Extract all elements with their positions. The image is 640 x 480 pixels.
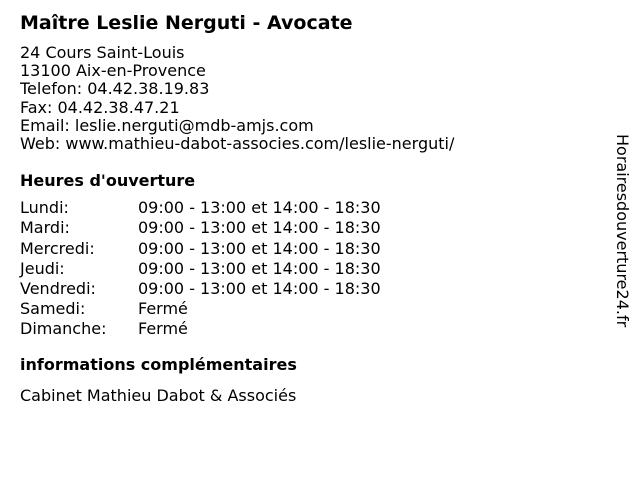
hours-row [20,319,381,339]
day-label: Dimanche: [20,319,107,339]
day-hours: 09:00 - 13:00 et 14:00 - 18:30 [138,238,381,258]
day-label: Jeudi: [20,258,65,278]
hours-row [20,239,381,259]
hours-row [20,198,381,218]
phone-number: Telefon: 04.42.38.19.83 [20,79,210,99]
day-label: Samedi: [20,299,86,319]
city-address: 13100 Aix-en-Provence [20,61,206,81]
hours-row [20,299,381,319]
page-title: Maître Leslie Nerguti - Avocate [20,12,353,34]
hours-heading: Heures d'ouverture [20,171,196,191]
website-address: Web: www.mathieu-dabot-associes.com/leslie-nerguti/ [20,134,455,154]
day-hours: Fermé [138,319,188,339]
day-label: Lundi: [20,198,69,218]
day-label: Mercredi: [20,238,95,258]
email-address: Email: leslie.nerguti@mdb-amjs.com [20,115,314,135]
hours-row [20,259,381,279]
hours-row [20,218,381,238]
day-hours: Fermé [138,299,188,319]
day-hours: 09:00 - 13:00 et 14:00 - 18:30 [138,218,381,238]
business-card [20,10,600,406]
day-hours: 09:00 - 13:00 et 14:00 - 18:30 [138,198,381,218]
street-address: 24 Cours Saint-Louis [20,43,185,62]
day-hours: 09:00 - 13:00 et 14:00 - 18:30 [138,279,381,299]
hours-row [20,279,381,299]
address-block [20,44,600,153]
info-heading: informations complémentaires [20,354,297,374]
day-hours: 09:00 - 13:00 et 14:00 - 18:30 [138,258,381,278]
day-label: Vendredi: [20,279,96,299]
day-label: Mardi: [20,218,70,238]
fax-number: Fax: 04.42.38.47.21 [20,97,180,117]
site-watermark-label: Horairesdouverture24.fr [613,134,632,328]
hours-table [20,198,381,339]
info-text: Cabinet Mathieu Dabot & Associés [20,385,297,405]
